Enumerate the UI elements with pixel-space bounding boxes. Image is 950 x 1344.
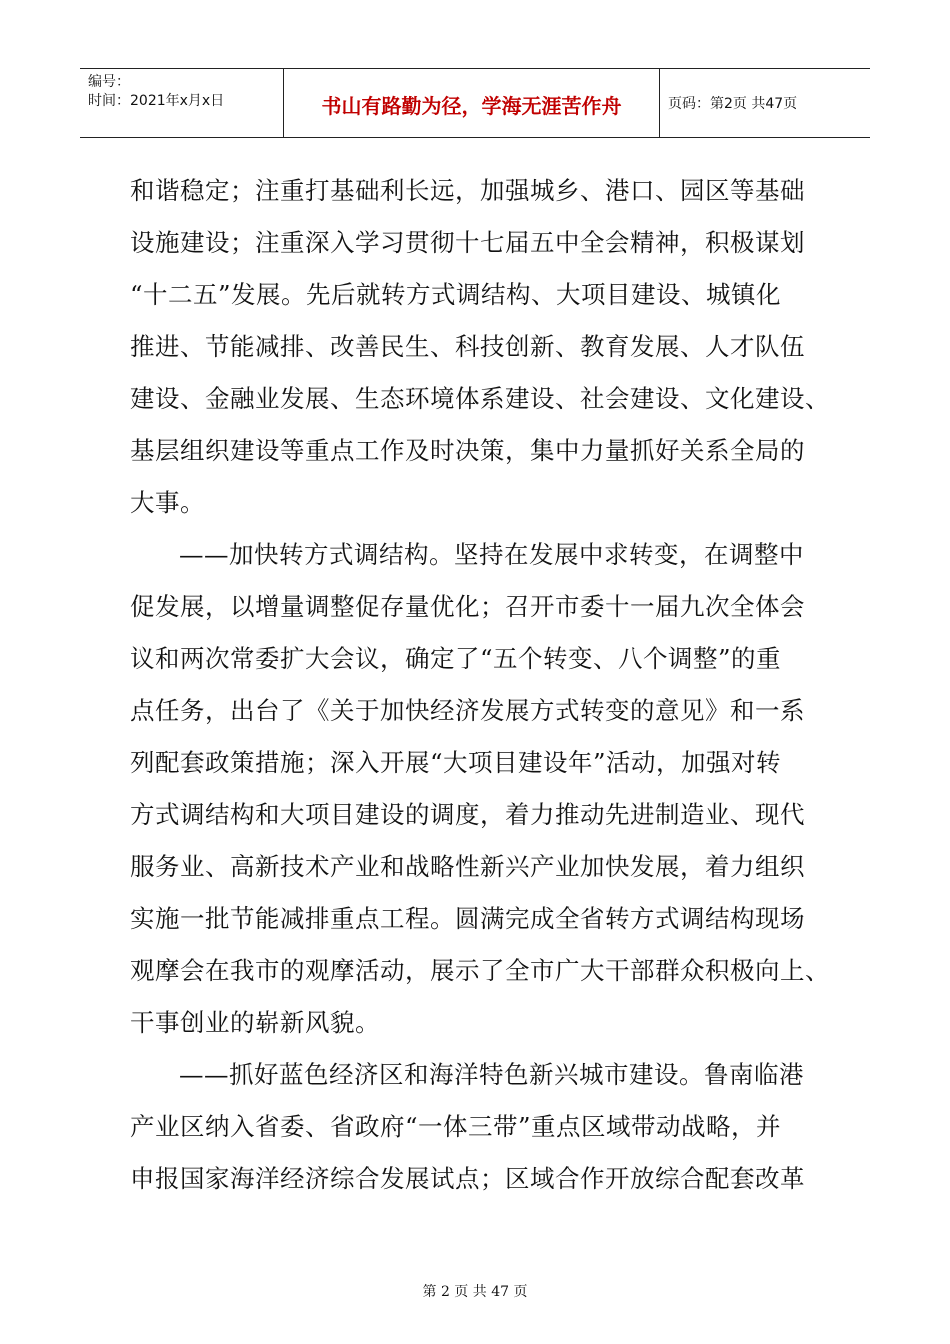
- text-line: 服务业、高新技术产业和战略性新兴产业加快发展，着力组织: [130, 852, 805, 881]
- document-header: [80, 68, 870, 138]
- text-line: 实施一批节能减排重点工程。圆满完成全省转方式调结构现场: [130, 904, 805, 933]
- text-line: 基层组织建设等重点工作及时决策，集中力量抓好关系全局的: [130, 436, 805, 465]
- body-text: [130, 165, 830, 1205]
- text-line: 列配套政策措施；深入开展“大项目建设年”活动，加强对转: [130, 748, 782, 777]
- text-line: 大事。: [130, 488, 205, 517]
- header-meta-cell: [80, 69, 284, 137]
- text-line: 干事创业的崭新风貌。: [130, 1008, 380, 1037]
- header-page-cell: [660, 69, 870, 137]
- paragraph-start-line: ——加快转方式调结构。坚持在发展中求转变，在调整中: [179, 540, 804, 569]
- text-line: 设施建设；注重深入学习贯彻十七届五中全会精神，积极谋划: [130, 228, 805, 257]
- number-label: 编号：: [88, 74, 130, 90]
- text-line: 申报国家海洋经济综合发展试点；区域合作开放综合配套改革: [130, 1164, 805, 1193]
- text-line: 议和两次常委扩大会议，确定了“五个转变、八个调整”的重: [130, 644, 782, 673]
- text-line: “十二五”发展。先后就转方式调结构、大项目建设、城镇化: [130, 280, 782, 309]
- text-line: 产业区纳入省委、省政府“一体三带”重点区域带动战略，并: [130, 1112, 782, 1141]
- header-motto-cell: [284, 69, 660, 137]
- text-line: 方式调结构和大项目建设的调度，着力推动先进制造业、现代: [130, 800, 805, 829]
- text-line: 建设、金融业发展、生态环境体系建设、社会建设、文化建设、: [130, 384, 830, 413]
- text-line: 观摩会在我市的观摩活动，展示了全市广大干部群众积极向上、: [130, 956, 830, 985]
- text-line: 和谐稳定；注重打基础利长远，加强城乡、港口、园区等基础: [130, 176, 805, 205]
- motto-text: 书山有路勤为径，学海无涯苦作舟: [321, 94, 622, 118]
- page-info: 页码：第2页 共47页: [668, 96, 798, 112]
- paragraph-start-line: ——抓好蓝色经济区和海洋特色新兴城市建设。鲁南临港: [179, 1060, 804, 1089]
- date-label: 时间：2021年x月x日: [88, 93, 225, 109]
- text-line: 点任务，出台了《关于加快经济发展方式转变的意见》和一系: [130, 696, 805, 725]
- page-footer: 第 2 页 共 47 页: [422, 1284, 528, 1300]
- text-line: 推进、节能减排、改善民生、科技创新、教育发展、人才队伍: [130, 332, 805, 361]
- text-line: 促发展，以增量调整促存量优化；召开市委十一届九次全体会: [130, 592, 805, 621]
